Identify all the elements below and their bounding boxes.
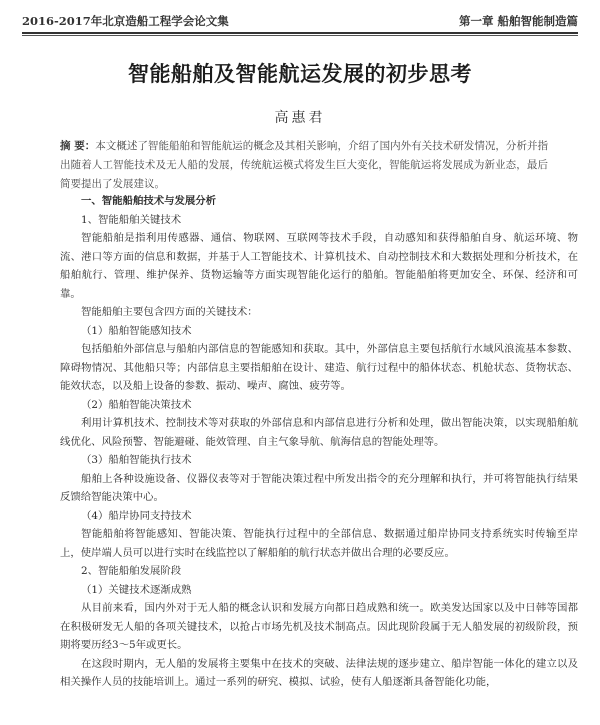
paper-author: 高惠君 [274,110,326,126]
section-heading: 一、智能船舶技术与发展分析 [81,195,217,207]
sub-heading: （3）船舶智能执行技术 [81,454,192,466]
paragraph: 智能船舶是指利用传感器、通信、物联网、互联网等技术手段，自动感知和获得船舶自身、航运环境、物流、港口等方面的信息和数据，并基于人工智能技术、计算机技术、自动控制技术和大数据处理和分析技术，在船舶航行、管理、维护保养、货物运输等方面实现智能化运行的船舶。智能船舶将更加安全、环保、经济和可靠。 [60,232,578,300]
paragraph: 利用计算机技术、控制技术等对获取的外部信息和内部信息进行分析和处理，做出智能决策，以实现船舶航线优化、风险预警、智能避碰、能效管理、自主气象导航、航海信息的智能处理等。 [60,417,578,448]
subsection-heading: 1、智能船舶关键技术 [81,213,182,226]
header-proceedings-title: 2016-2017年北京造船工程学会论文集 [22,14,229,28]
paragraph: 从目前来看，国内外对于无人船的概念认识和发展方向都日趋成熟和统一。欧美发达国家以及中日韩等国都在积极研发无人船的各项关键技术，以抢占市场先机及技术制高点。因此现阶段属于无人船发展的初级阶段，预期将要历经3～5年或更长。 [60,602,578,651]
sub-heading: （1）关键技术逐渐成熟 [81,583,192,596]
abstract-text: 本文概述了智能船舶和智能航运的概念及其相关影响，介绍了国内外有关技术研发情况，分析并指出随着人工智能技术及无人船的发展，传统航运模式将发生巨大变化，智能航运将发展成为新业态，最后简要提出了发展建议。 [60,140,549,190]
paragraph: 包括船舶外部信息与船舶内部信息的智能感知和获取。其中，外部信息主要包括航行水域风浪流基本参数、障碍物情况、其他船只等；内部信息主要指船舶在设计、建造、航行过程中的船体状态、机舱状态、货物状态、能效状态，以及船上设备的参数、振动、噪声、腐蚀、疲劳等。 [60,343,578,392]
abstract-label: 摘 要： [60,140,96,152]
paper-body [60,192,578,692]
paragraph: 智能船舶主要包含四方面的关键技术： [81,306,258,318]
sub-heading: （1）船舶智能感知技术 [81,324,192,337]
header-rule-thick [22,32,578,34]
subsection-heading: 2、智能船舶发展阶段 [81,565,182,577]
paragraph: 智能船舶将智能感知、智能决策、智能执行过程中的全部信息、数据通过船岸协同支持系统实时传输至岸上，使岸端人员可以进行实时在线监控以了解船舶的航行状态并做出合理的必要反应。 [60,528,578,559]
sub-heading: （2）船舶智能决策技术 [81,398,192,411]
header-chapter-title: 第一章 船舶智能制造篇 [458,14,578,28]
header-rule-thin [22,35,578,36]
abstract [60,137,548,194]
running-header [22,10,578,30]
paragraph: 船舶上各种设施设备、仪器仪表等对于智能决策过程中所发出指令的充分理解和执行，并可将智能执行结果反馈给智能决策中心。 [60,472,578,503]
sub-heading: （4）船岸协同支持技术 [81,509,192,522]
paper-title: 智能船舶及智能航运发展的初步思考 [128,62,472,86]
paragraph: 在这段时期内，无人船的发展将主要集中在技术的突破、法律法规的逐步建立、船岸智能一体化的建立以及相关操作人员的技能培训上。通过一系列的研究、模拟、试验，使有人船逐渐具备智能化功能， [60,657,578,688]
